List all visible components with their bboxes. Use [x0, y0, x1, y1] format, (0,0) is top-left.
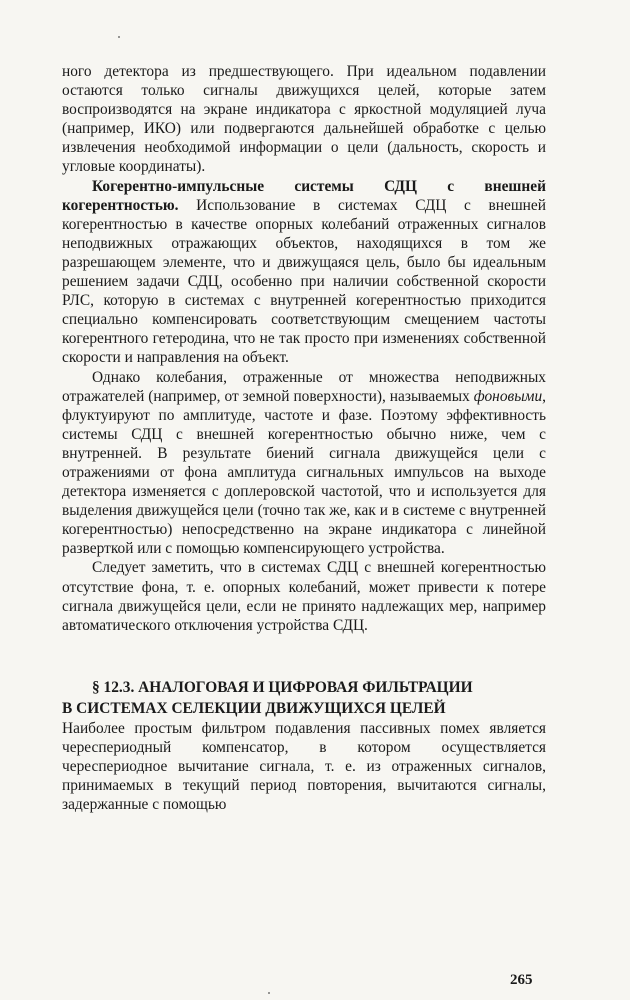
paragraph-external-coherence [62, 177, 546, 368]
paragraph-emphasis: фоновыми [473, 387, 543, 405]
page-body [62, 62, 546, 814]
paragraph-text-before: Однако колебания, отраженные от множества неподвижных отражателей (например, от земной поверхности), называемых [62, 368, 546, 405]
paragraph-section-start: Наиболее простым фильтром подавления пассивных помех является череспериодный компенсатор, в котором осуществляется череспериодное вычитание сигнала, т. е. из отраженных сигналов, принимаемых в текущий период повторения, вычитаются сигналы, задержанные с помощью [62, 719, 546, 814]
section-heading [62, 677, 546, 719]
paragraph-background [62, 368, 546, 559]
paragraph-lead: Когерентно-импульсные системы СДЦ с внешней когерентностью. [62, 177, 546, 214]
paragraph-note: Следует заметить, что в системах СДЦ с внешней когерентностью отсутствие фона, т. е. опорных колебаний, может привести к потере сигнала движущейся цели, если не принято надлежащих мер, например автоматического отключения устройства СДЦ. [62, 559, 546, 634]
scan-speck [268, 992, 270, 994]
paragraph-continuation: ного детектора из предшествующего. При идеальном подавлении остаются только сигналы движущихся целей, которые затем воспроизводятся на экране индикатора с яркостной модуляцией луча (например, ИКО) или подвергаются дальнейшей обработке с целью извлечения необходимой информации о цели (дальность, скорость и угловые координаты). [62, 63, 546, 176]
section-heading-line1: § 12.3. АНАЛОГОВАЯ И ЦИФРОВАЯ ФИЛЬТРАЦИИ [92, 678, 473, 696]
paragraph-text-after: , флуктуируют по амплитуде, частоте и фазе. Поэтому эффективность системы СДЦ с внешней когерентностью обычно ниже, чем с внутренней. В результате биений сигнала движущейся цели с отражениями от фона амплитуда сигнальных импульсов на выходе детектора изменяется с доплеровской частотой, что и используется для выделения движущейся цели (точно так же, как и в системе с внутренней когерентностью) непосредственно на экране индикатора с линейной разверткой или с помощью компенсирующего устройства. [62, 387, 546, 558]
paragraph-text: Использование в системах СДЦ с внешней когерентностью в качестве опорных колебаний отраженных сигналов неподвижных отражающих объектов, находящихся в том же разрешающем элементе, что и движущаяся цель, было бы идеальным решением задачи СДЦ, особенно при наличии собственной скорости РЛС, которую в системах с внутренней когерентностью приходится специально компенсировать соответствующим смещением частоты когерентного гетеродина, что не так просто при изменениях собственной скорости и направления на объект. [62, 196, 546, 367]
section-heading-line2: В СИСТЕМАХ СЕЛЕКЦИИ ДВИЖУЩИХСЯ ЦЕЛЕЙ [62, 699, 446, 717]
scan-speck [118, 36, 120, 38]
page-number: 265 [510, 972, 533, 988]
